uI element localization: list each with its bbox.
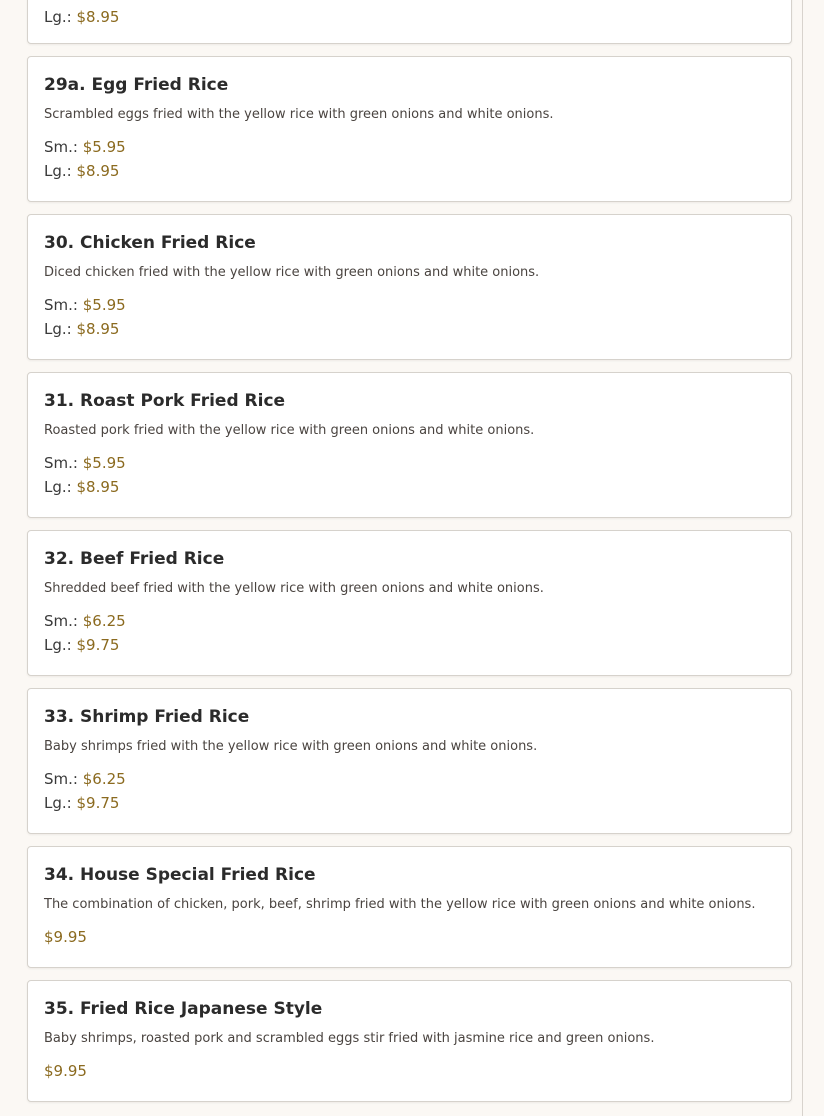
item-title: 33. Shrimp Fried Rice <box>44 707 250 727</box>
price-label: Sm.: <box>44 296 78 314</box>
price-label: Lg.: <box>44 478 72 496</box>
menu-item-card[interactable] <box>27 56 792 202</box>
price-row <box>44 135 775 159</box>
price-value: $9.75 <box>76 636 120 654</box>
price-value: $8.95 <box>76 8 120 26</box>
price-label: Lg.: <box>44 636 72 654</box>
price-value: $8.95 <box>76 320 120 338</box>
item-title: 31. Roast Pork Fried Rice <box>44 391 286 411</box>
price-row <box>44 1059 775 1083</box>
menu-item-card[interactable] <box>27 372 792 518</box>
item-description: Roasted pork fried with the yellow rice with green onions and white onions. <box>44 423 535 438</box>
price-row <box>44 293 775 317</box>
menu-item-card[interactable] <box>27 530 792 676</box>
price-row <box>44 925 775 949</box>
item-description: Baby shrimps, roasted pork and scrambled eggs stir fried with jasmine rice and green onions. <box>44 1031 655 1046</box>
price-label: Sm.: <box>44 770 78 788</box>
price-row <box>44 609 775 633</box>
menu-item-list <box>27 0 792 1114</box>
price-label: Lg.: <box>44 320 72 338</box>
item-title: 29a. Egg Fried Rice <box>44 75 229 95</box>
price-row <box>44 633 775 657</box>
price-label: Lg.: <box>44 794 72 812</box>
price-value: $5.95 <box>82 454 126 472</box>
price-row <box>44 159 775 183</box>
price-row <box>44 451 775 475</box>
price-label: Lg.: <box>44 162 72 180</box>
price-value: $5.95 <box>82 296 126 314</box>
price-label: Sm.: <box>44 138 78 156</box>
price-label: Lg.: <box>44 8 72 26</box>
item-description: Shredded beef fried with the yellow rice with green onions and white onions. <box>44 581 544 596</box>
price-value: $6.25 <box>82 770 126 788</box>
item-title: 34. House Special Fried Rice <box>44 865 316 885</box>
price-value: $8.95 <box>76 478 120 496</box>
menu-item-card-partial[interactable] <box>27 0 792 44</box>
price-value: $9.95 <box>44 928 87 946</box>
item-description: The combination of chicken, pork, beef, shrimp fried with the yellow rice with green onions and white onions. <box>44 897 756 912</box>
item-description: Baby shrimps fried with the yellow rice with green onions and white onions. <box>44 739 538 754</box>
price-label: Sm.: <box>44 612 78 630</box>
price-value: $6.25 <box>82 612 126 630</box>
item-title: 30. Chicken Fried Rice <box>44 233 256 253</box>
price-row <box>44 767 775 791</box>
menu-item-card[interactable] <box>27 846 792 968</box>
price-row <box>44 475 775 499</box>
price-row <box>44 791 775 815</box>
price-value: $8.95 <box>76 162 120 180</box>
menu-item-card[interactable] <box>27 980 792 1102</box>
price-row <box>44 5 119 29</box>
item-description: Diced chicken fried with the yellow rice with green onions and white onions. <box>44 265 540 280</box>
scrollbar-track[interactable] <box>802 0 803 1116</box>
menu-item-card[interactable] <box>27 214 792 360</box>
menu-item-card[interactable] <box>27 688 792 834</box>
item-description: Scrambled eggs fried with the yellow rice with green onions and white onions. <box>44 107 554 122</box>
price-value: $9.95 <box>44 1062 87 1080</box>
price-value: $9.75 <box>76 794 120 812</box>
item-title: 35. Fried Rice Japanese Style <box>44 999 323 1019</box>
price-row <box>44 317 775 341</box>
price-label: Sm.: <box>44 454 78 472</box>
price-value: $5.95 <box>82 138 126 156</box>
item-title: 32. Beef Fried Rice <box>44 549 225 569</box>
